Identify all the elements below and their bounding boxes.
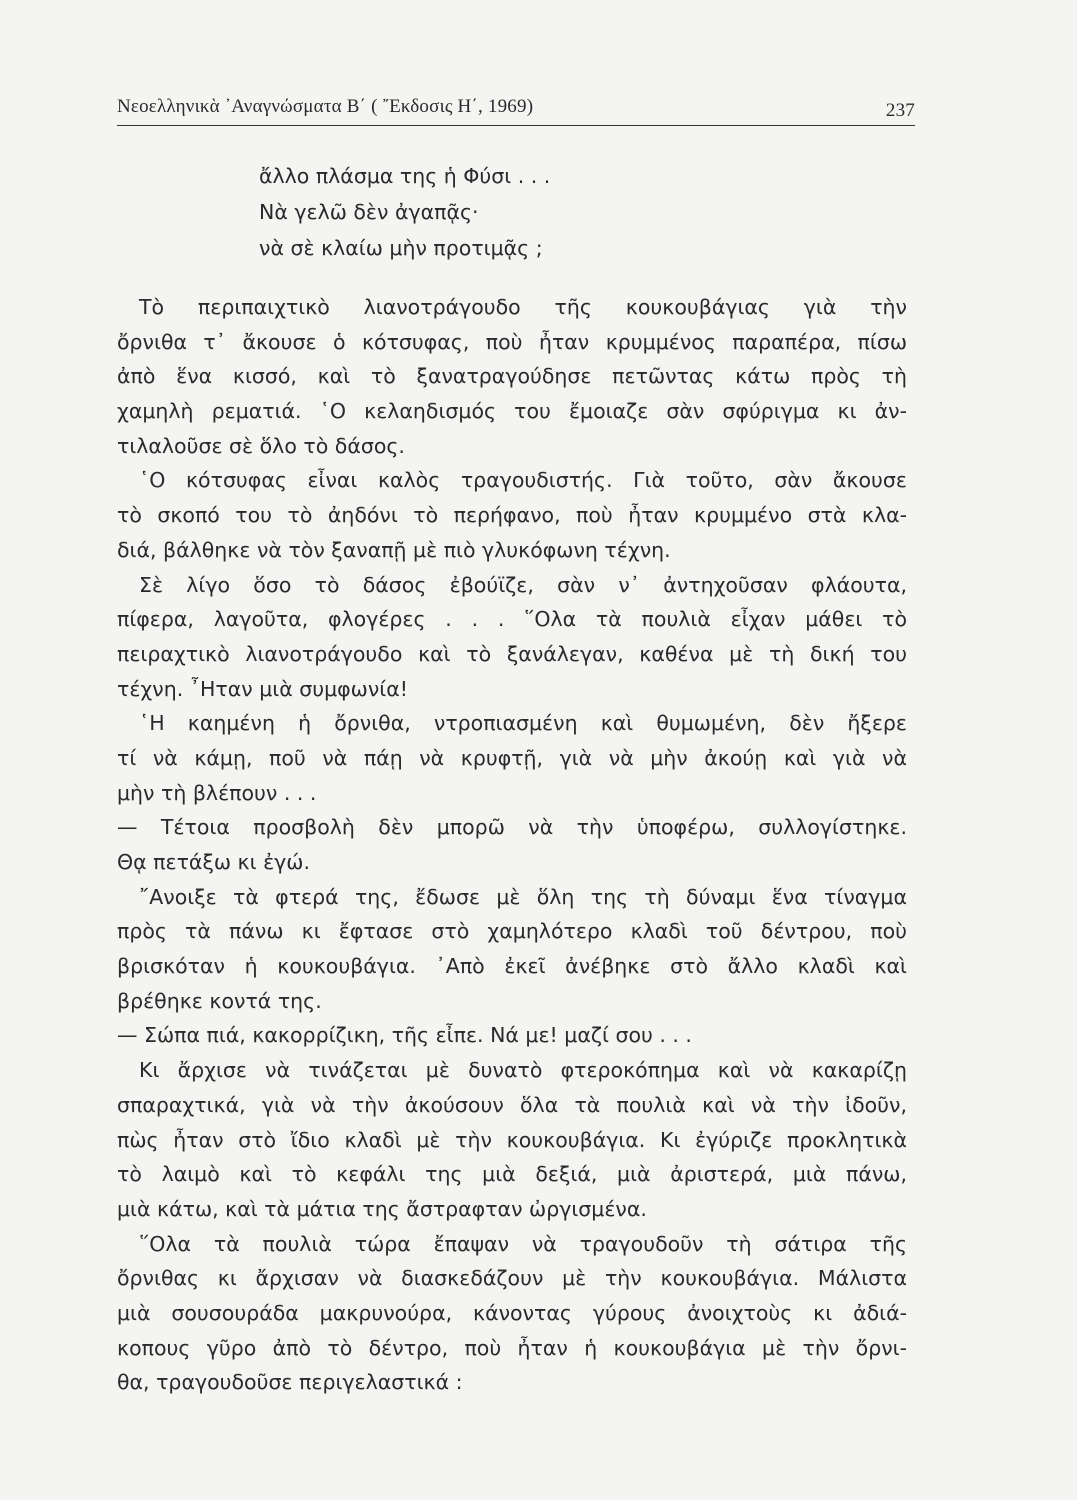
text-line: ὄρνιθα τ᾿ ἄκουσε ὁ κότσυφας, ποὺ ἦταν κρυμμένος παραπέρα, πίσω [117, 329, 907, 354]
text-line: μὴν τὴ βλέπουν . . . [117, 780, 317, 805]
text-line: πειραχτικὸ λιανοτράγουδο καὶ τὸ ξανάλεγαν, καθένα μὲ τὴ δική του [117, 641, 907, 666]
text-line: Σὲ λίγο ὅσο τὸ δάσος ἐβούϊζε, σὰν ν᾿ ἀντηχοῦσαν φλάουτα, [139, 572, 907, 597]
text-line: κοπους γῦρο ἀπὸ τὸ δέντρο, ποὺ ἦταν ἡ κουκουβάγια μὲ τὴν ὄρνι- [117, 1335, 907, 1360]
text-line: πίφερα, λαγοῦτα, φλογέρες . . . ῞Ολα τὰ πουλιὰ εἶχαν μάθει τὸ [117, 607, 907, 632]
text-line: — Σώπα πιά, κακορρίζικη, τῆς εἶπε. Νά με! μαζί σου . . . [117, 1023, 692, 1048]
header-rule [117, 125, 915, 126]
text-line: ῾Ο κότσυφας εἶναι καλὸς τραγουδιστής. Γιὰ τοῦτο, σὰν ἄκουσε [139, 468, 907, 493]
text-line: ἀπὸ ἕνα κισσό, καὶ τὸ ξανατραγούδησε πετῶντας κάτω πρὸς τὴ [117, 364, 907, 389]
dialogue-paragraph [117, 1018, 907, 1053]
running-head-title: Νεοελληνικὰ ᾿Αναγνώσματα Β΄ ( ῎Εκδοσις Η΄, 1969) [117, 96, 534, 117]
text-line: Θᾳ πετάξω κι ἐγώ. [117, 850, 310, 874]
text-line: τί νὰ κάμῃ, ποῦ νὰ πάῃ νὰ κρυφτῇ, γιὰ νὰ μὴν ἀκούῃ καὶ γιὰ νὰ [117, 745, 907, 770]
text-line: τιλαλοῦσε σὲ ὅλο τὸ δάσος. [117, 433, 405, 458]
paragraph [117, 1053, 907, 1226]
verse-line: ἄλλο πλάσμα της ἡ Φύσι . . . [259, 164, 551, 188]
text-line: πρὸς τὰ πάνω κι ἔφτασε στὸ χαμηλότερο κλαδὶ τοῦ δέντρου, ποὺ [117, 919, 907, 944]
text-line: πὼς ἦταν στὸ ἴδιο κλαδὶ μὲ τὴν κουκουβάγια. Κι ἐγύριζε προκλητικὰ [117, 1127, 907, 1152]
text-line: ῎Ανοιξε τὰ φτερά της, ἔδωσε μὲ ὅλη της τὴ δύναμι ἕνα τίναγμα [139, 884, 907, 909]
dialogue-paragraph [117, 810, 907, 879]
text-line: βρέθηκε κοντά της. [117, 988, 322, 1013]
text-line: τὸ σκοπό του τὸ ἀηδόνι τὸ περήφανο, ποὺ ἦταν κρυμμένο στὰ κλα- [117, 503, 907, 528]
text-line: μιὰ κάτω, καὶ τὰ μάτια της ἄστραφταν ὠργισμένα. [117, 1196, 647, 1221]
text-line: ῾Η καημένη ἡ ὄρνιθα, ντροπιασμένη καὶ θυμωμένη, δὲν ἤξερε [139, 711, 907, 736]
text-line: τέχνη. ῏Ηταν μιὰ συμφωνία! [117, 676, 408, 701]
running-head [117, 96, 915, 122]
paragraph [117, 463, 907, 567]
verse-line: Νὰ γελῶ δὲν ἀγαπᾷς· [259, 200, 479, 224]
text-line: βρισκόταν ἡ κουκουβάγια. ᾿Απὸ ἐκεῖ ἀνέβηκε στὸ ἄλλο κλαδὶ καὶ [117, 954, 907, 979]
text-line: θα, τραγουδοῦσε περιγελαστικά : [117, 1370, 463, 1395]
text-line: ῞Ολα τὰ πουλιὰ τώρα ἔπαψαν νὰ τραγουδοῦν τὴ σάτιρα τῆς [139, 1231, 907, 1256]
text-line: ὄρνιθας κι ἄρχισαν νὰ διασκεδάζουν μὲ τὴν κουκουβάγια. Μάλιστα [117, 1266, 907, 1291]
text-line: Κι ἄρχισε νὰ τινάζεται μὲ δυνατὸ φτεροκόπημα καὶ νὰ κακαρίζῃ [139, 1058, 907, 1083]
text-line: τὸ λαιμὸ καὶ τὸ κεφάλι της μιὰ δεξιά, μιὰ ἀριστερά, μιὰ πάνω, [117, 1162, 907, 1187]
text-line: — Τέτοια προσβολὴ δὲν μπορῶ νὰ τὴν ὑποφέρω, συλλογίστηκε. [117, 815, 907, 840]
text-line: μιὰ σουσουράδα μακρυνούρα, κάνοντας γύρους ἀνοιχτοὺς κι ἀδιά- [117, 1300, 907, 1325]
verse-line: νὰ σὲ κλαίω μὴν προτιμᾷς ; [259, 236, 543, 260]
text-line: χαμηλὴ ρεματιά. ῾Ο κελαηδισμός του ἔμοιαζε σὰν σφύριγμα κι ἀν- [117, 399, 907, 424]
text-line: Τὸ περιπαιχτικὸ λιανοτράγουδο τῆς κουκουβάγιας γιὰ τὴν [139, 295, 907, 319]
paragraph [117, 706, 907, 810]
text-line: διά, βάλθηκε νὰ τὸν ξαναπῇ μὲ πιὸ γλυκόφωνη τέχνη. [117, 537, 671, 562]
paragraph [117, 880, 907, 1019]
body-text [117, 290, 907, 1400]
page-number: 237 [885, 100, 915, 121]
text-line: σπαραχτικά, γιὰ νὰ τὴν ἀκούσουν ὅλα τὰ πουλιὰ καὶ νὰ τὴν ἰδοῦν, [117, 1092, 907, 1117]
paragraph [117, 568, 907, 707]
paragraph [117, 290, 907, 463]
verse-stanza [259, 158, 550, 266]
paragraph [117, 1227, 907, 1400]
